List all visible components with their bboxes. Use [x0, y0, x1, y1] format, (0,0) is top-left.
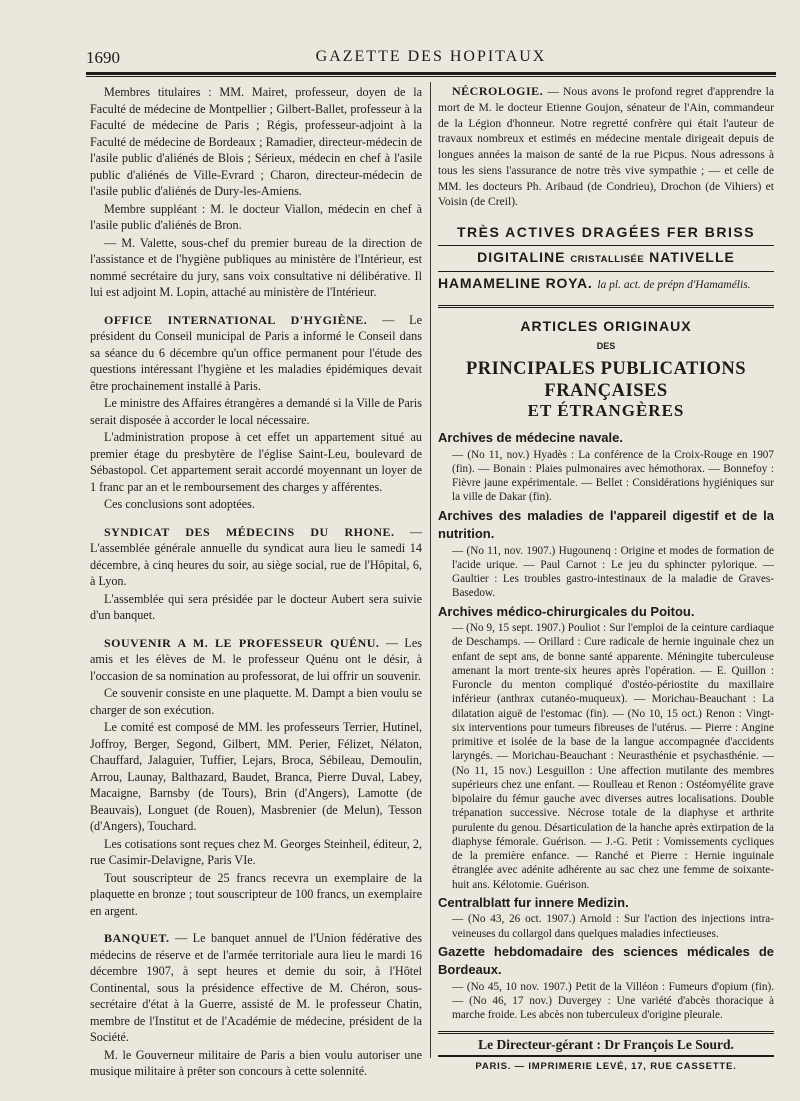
- office-hygiene-text: — Le président du Conseil municipal de Paris a informé le Conseil dans sa séance du 6 décembre qu'un office permanent pour l'étude des questions intéressant l'hygiène et les maladies épidémiques devait être prochainement installé à Paris.: [90, 312, 422, 393]
- office-hygiene-paragraph: [90, 312, 422, 395]
- souvenir-heading: SOUVENIR A M. LE PROFESSEUR QUÉNU.: [104, 635, 380, 650]
- souvenir-text: — Les amis et les élèves de M. le professeur Quénu ont le désir, à l'occasion de sa nomination au professorat, de lui offrir un souvenir.: [90, 635, 422, 683]
- column-divider: [430, 82, 431, 1058]
- section-main-title: PRINCIPALES PUBLICATIONS FRANÇAISES: [465, 358, 747, 401]
- syndicat-heading: SYNDICAT DES MÉDECINS DU RHONE.: [104, 524, 395, 539]
- publication-entry: [438, 507, 774, 601]
- office-paragraph-3: L'administration propose à cet effet un appartement situé au premier étage du presbytère de l'église Saint-Leu, boulevard de Sébastopol. Cet appartement serait accordé moyennant un loyer de 1 franc par an et le remboursement des charges y afférentes.: [90, 430, 422, 494]
- jury-substitute-paragraph: Membre suppléant : M. le docteur Viallon, médecin en chef à l'asile public d'aliénés de Bron.: [90, 201, 422, 232]
- section-title: ARTICLES ORIGINAUX: [520, 317, 692, 334]
- souvenir-paragraph: [90, 635, 422, 685]
- right-column: [438, 84, 774, 1076]
- publication-entry: [438, 603, 774, 892]
- director-line: Le Directeur-gérant : Dr François Le Sourd.: [478, 1036, 734, 1052]
- publication-title: Gazette hebdomadaire des sciences médicales de Bordeaux.: [438, 943, 774, 978]
- journal-title: GAZETTE DES HOPITAUX: [315, 48, 547, 65]
- office-paragraph-2: Le ministre des Affaires étrangères a demandé si la Ville de Paris serait disposée à accorder le local nécessaire.: [90, 396, 422, 427]
- publication-title: Archives des maladies de l'appareil digestif et de la nutrition.: [438, 507, 774, 541]
- section-rule: [438, 305, 774, 308]
- syndicat-paragraph-2: L'assemblée qui sera présidée par le docteur Aubert sera suivie d'un banquet.: [90, 591, 422, 622]
- section-subtitle: DES: [596, 341, 616, 351]
- publication-text: — (No 45, 10 nov. 1907.) Petit de la Villéon : Fumeurs d'opium (fin). — (No 46, 17 nov.) Duvergey : Une variété d'abcès thoracique à marche froide. Les abcès non tuberculeux d'origine pleurale.: [452, 980, 774, 1022]
- advertisement-block: [438, 224, 774, 295]
- jury-secretary-paragraph: — M. Valette, sous-chef du premier bureau de la direction de l'assistance et de l'hygiène publiques au ministère de l'Intérieur, est nommé secrétaire du jury, sans voix consultative ni délibérative. Il lui est adjoint M. Lopin, attaché au ministère de l'Intérieur.: [90, 235, 422, 299]
- header-rule: [86, 72, 776, 77]
- souvenir-paragraph-2: Ce souvenir consiste en une plaquette. M. Dampt a bien voulu se charger de son exécution.: [90, 686, 422, 717]
- publication-title: Archives de médecine navale.: [438, 430, 623, 445]
- souvenir-paragraph-5: Tout souscripteur de 25 francs recevra un exemplaire de la plaquette en bronze ; tout souscripteur de 100 francs, un exemplaire en argent.: [90, 870, 422, 918]
- publication-entry: [438, 943, 774, 1023]
- publication-text: — (No 11, nov. 1907.) Hugounenq : Origine et modes de formation de l'acide urique. — Paul Carnot : Le jeu du sphincter pylorique. — Gaultier : Les troubles gastro-intestinaux de la maladie de Graves-Basedow.: [452, 544, 774, 600]
- necrologie-heading: NÉCROLOGIE.: [452, 84, 544, 98]
- publication-title: Centralblatt fur innere Medizin.: [438, 894, 629, 910]
- jury-members-paragraph: Membres titulaires : MM. Mairet, professeur, doyen de la Faculté de médecine de Montpellier ; Gilbert-Ballet, professeur à la Faculté de médecine de Paris ; Régis, professeur-adjoint à la Faculté de médecine de Bordeaux ; Ramadier, directeur-médecin de l'asile public d'aliénés de Blois ; Sérieux, médecin en chef à l'asile public d'aliénés de Ville-Evrard ; Charon, directeur-médecin de l'asile public d'aliénés de Dury-les-Amiens.: [90, 85, 422, 198]
- publication-entry: [438, 894, 774, 941]
- left-column: [90, 84, 422, 1081]
- office-hygiene-heading: OFFICE INTERNATIONAL D'HYGIÈNE.: [104, 312, 368, 327]
- banquet-heading: BANQUET.: [104, 931, 170, 945]
- necrologie-text: — Nous avons le profond regret d'apprendre la mort de M. le docteur Etienne Goujon, sénateur de l'Ain, commandeur de la Légion d'honneur. Notre regretté confrère qui était l'auteur de travaux nombreux et estimés en médecine mentale dirigeait depuis de longues années la maison de santé de la rue Picpus. Nous adressons à tous les siens l'assurance de notre très vive sympathie ; — et celle de MM. les docteurs Ph. Aribaud (de Condrieu), Drochon (de Vihiers) et Voisin (de Creil).: [438, 85, 774, 209]
- ad-dragees-fer-briss: TRÈS ACTIVES DRAGÉES FER BRISS: [456, 224, 756, 240]
- banquet-text: — Le banquet annuel de l'Union fédérative des médecins de réserve et de l'armée territoriale aura lieu le mardi 16 décembre 1907, à sept heures et demie du soir, à l'Hôtel Continental, sous la présidence effective de M. Chéron, sous-secrétaire d'état à la Guerre, assisté de M. le professeur Chatin, membre de l'Institut et de l'Académie de médecine, président de la Société.: [90, 931, 423, 1044]
- page-number: 1690: [86, 48, 120, 67]
- ad-nativelle-word: NATIVELLE: [649, 248, 735, 265]
- ad-digitaline-nativelle: [438, 249, 774, 269]
- souvenir-paragraph-4: Les cotisations sont reçues chez M. Georges Steinheil, éditeur, 2, rue Casimir-Delavigne, Paris VIe.: [90, 836, 422, 867]
- banquet-paragraph-2: M. le Gouverneur militaire de Paris a bien voulu autoriser une musique militaire à prêter son concours à cette solennité.: [90, 1047, 422, 1078]
- souvenir-paragraph-3: Le comité est composé de MM. les professeurs Terrier, Hutinel, Joffroy, Berger, Segond, Gilbert, MM. Perier, Félizet, Nélaton, Chauffard, Jalaguier, Tuffier, Lejars, Broca, Sébileau, Demoulin, Arrou, Launay, Balthazard, Baudet, Branca, Pierre Duval, Labey, Macaigne, Barnsby (de Tours), Brin (d'Angers), Lamotte (de Beauvais), Longuet (de Rouen), Masbrenier (de Melun), Tesson (d'Angers), Touchard.: [90, 720, 422, 833]
- publication-entry: [438, 429, 774, 505]
- ad-cristallisee-word: CRISTALLISÉE: [570, 253, 645, 265]
- ad-hamameline-word: HAMAMELINE ROYA.: [438, 275, 593, 291]
- banquet-paragraph: [90, 930, 422, 1046]
- footer: [438, 1031, 774, 1076]
- syndicat-text: — L'assemblée générale annuelle du syndicat aura lieu le samedi 14 décembre, à cinq heures du soir, au siège social, rue de l'Hôpital, 6, à Lyon.: [90, 524, 422, 588]
- publication-title: Archives médico-chirurgicales du Poitou.: [438, 603, 695, 619]
- office-paragraph-4: Ces conclusions sont adoptées.: [104, 497, 255, 511]
- ad-hamameline-roya: [438, 275, 774, 295]
- syndicat-paragraph: [90, 524, 422, 590]
- publication-text: — (No 11, nov.) Hyadès : La conférence de la Croix-Rouge en 1907 (fin). — Bonain : Plaies pulmonaires avec hémothorax. — Bonnefoy : Fièvre jaune expérimentale. — Bellet : Considérations hygiéniques sur la ville de Dakar (fin).: [452, 448, 774, 504]
- publication-text: — (No 43, 26 oct. 1907.) Arnold : Sur l'action des injections intra-veineuses du collargol dans quelques maladies infectieuses.: [452, 913, 774, 940]
- page-header: [86, 46, 776, 70]
- ad-hamameline-tagline: la pl. act. de prépn d'Hamamélis.: [597, 279, 751, 291]
- ad-digitaline-word: DIGITALINE: [477, 248, 566, 265]
- section-main-title-2: ET ÉTRANGÈRES: [527, 400, 685, 420]
- printer-line: PARIS. — IMPRIMERIE LEVÉ, 17, RUE CASSETTE.: [475, 1061, 737, 1072]
- necrologie-paragraph: [438, 84, 774, 210]
- publication-text: — (No 9, 15 sept. 1907.) Pouliot : Sur l'emploi de la ceinture cardiaque de Deschamps. — Orillard : Cure radicale de hernie inguinale chez un enfant de sept ans, de bonne santé apparente. Méningite tuberculeuse amenant la mort trente-six heures après l'opération. — E. Quillon : Furoncle du menton compliqué d'ostéo-périostite du maxillaire inférieur (anthrax cutanéo-muqueux). — Morichau-Beauchant : La dilatation aiguë de l'estomac (fin). — (No 10, 15 oct.) Renon : Vingt-six interventions pour tumeurs fibreuses de l'utérus. — Pierre : Angine primitive et isolée de la base de la langue accompagnée d'accidents laryngés. — Morichau-Beauchant : Neurasthénie et psychasthénie. — (No 11, 15 nov.) Lesguillon : Une affection mutilante des membres supérieurs chez une enfant. — Roulleau et Renon : Ostéomyélite grave bipolaire du fémur gauche avec diverses autres localisations. Double trépanation successive. Nécrose totale de la diaphyse et arthrite purulente du genou. Désarticulation de la hanche après extirpation de la diaphyse fémorale. Guérison. — J.-G. Petit : Vomissements cycliques de la première enfance. — Ranché et Pierre : Hernie inguinale étranglée avec adénite adhérente au sac chez une femme de soixante-huit ans. Kélotomie. Guérison.: [452, 622, 774, 891]
